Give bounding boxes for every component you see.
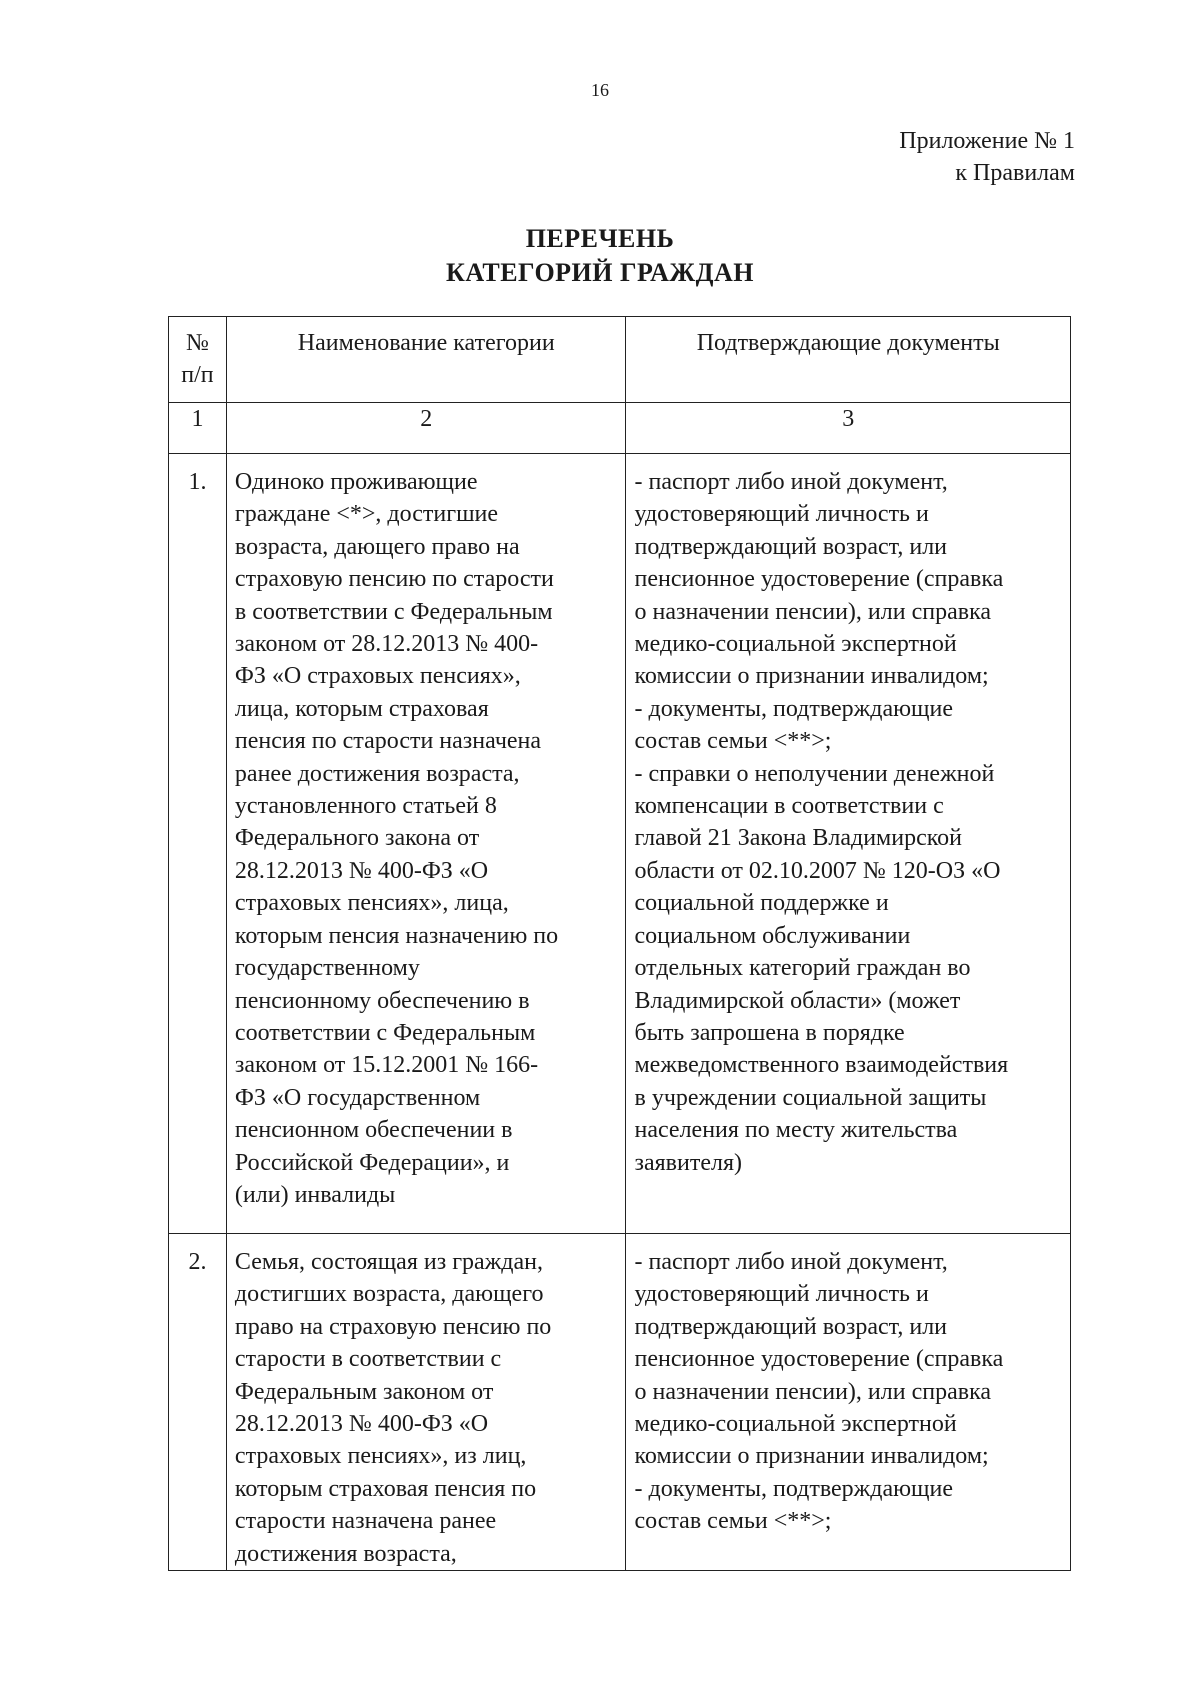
title-line-2: КАТЕГОРИЙ ГРАЖДАН xyxy=(446,258,754,287)
table-header-row xyxy=(169,317,1071,403)
page-number: 16 xyxy=(591,80,609,100)
row-category: Одиноко проживающие граждане <*>, достигшие возраста, дающего право на страховую пенсию по старости в соответствии с Федеральным законом от 28.12.2013 № 400- ФЗ «О страховых пенсиях», лица, которым страховая пенсия по старости назначена ранее достижения возраста, установленного статьей 8 Федерального закона от 28.12.2013 № 400-ФЗ «О страховых пенсиях», лица, которым пенсия назначению по государственному пенсионному обеспечению в соответствии с Федеральным законом от 15.12.2001 № 166- ФЗ «О государственном пенсионном обеспечении в Российской Федерации», и (или) инвалиды xyxy=(226,454,626,1234)
row-documents: - паспорт либо иной документ, удостоверяющий личность и подтверждающий возраст, или пенсионное удостоверение (справка о назначении пенсии), или справка медико-социальной экспертной комиссии о признании инвалидом; - документы, подтверждающие состав семьи <**>; - справки о неполучении денежной компенсации в соответствии с главой 21 Закона Владимирской области от 02.10.2007 № 120-ОЗ «О социальной поддержке и социальном обслуживании отдельных категорий граждан во Владимирской области» (может быть запрошена в порядке межведомственного взаимодействия в учреждении социальной защиты населения по месту жительства заявителя) xyxy=(626,454,1071,1234)
table-row xyxy=(169,1234,1071,1571)
appendix-note xyxy=(899,125,1075,189)
table-row xyxy=(169,454,1071,1234)
document-title xyxy=(0,222,1200,290)
row-number: 2. xyxy=(169,1234,227,1571)
row-category: Семья, состоящая из граждан, достигших возраста, дающего право на страховую пенсию по старости в соответствии с Федеральным законом от 28.12.2013 № 400-ФЗ «О страховых пенсиях», из лиц, которым страховая пенсия по старости назначена ранее достижения возраста, xyxy=(226,1234,626,1571)
header-num: № п/п xyxy=(169,317,227,403)
row-documents: - паспорт либо иной документ, удостоверяющий личность и подтверждающий возраст, или пенсионное удостоверение (справка о назначении пенсии), или справка медико-социальной экспертной комиссии о признании инвалидом; - документы, подтверждающие состав семьи <**>; xyxy=(626,1234,1071,1571)
title-line-1: ПЕРЕЧЕНЬ xyxy=(525,224,675,253)
column-number: 3 xyxy=(626,403,1071,454)
column-number: 2 xyxy=(226,403,626,454)
column-number: 1 xyxy=(169,403,227,454)
appendix-line-2: к Правилам xyxy=(955,160,1075,186)
categories-table xyxy=(168,316,1071,1571)
header-documents: Подтверждающие документы xyxy=(626,317,1071,403)
column-numbers-row xyxy=(169,403,1071,454)
appendix-line-1: Приложение № 1 xyxy=(899,128,1075,154)
header-category: Наименование категории xyxy=(226,317,626,403)
row-number: 1. xyxy=(169,454,227,1234)
